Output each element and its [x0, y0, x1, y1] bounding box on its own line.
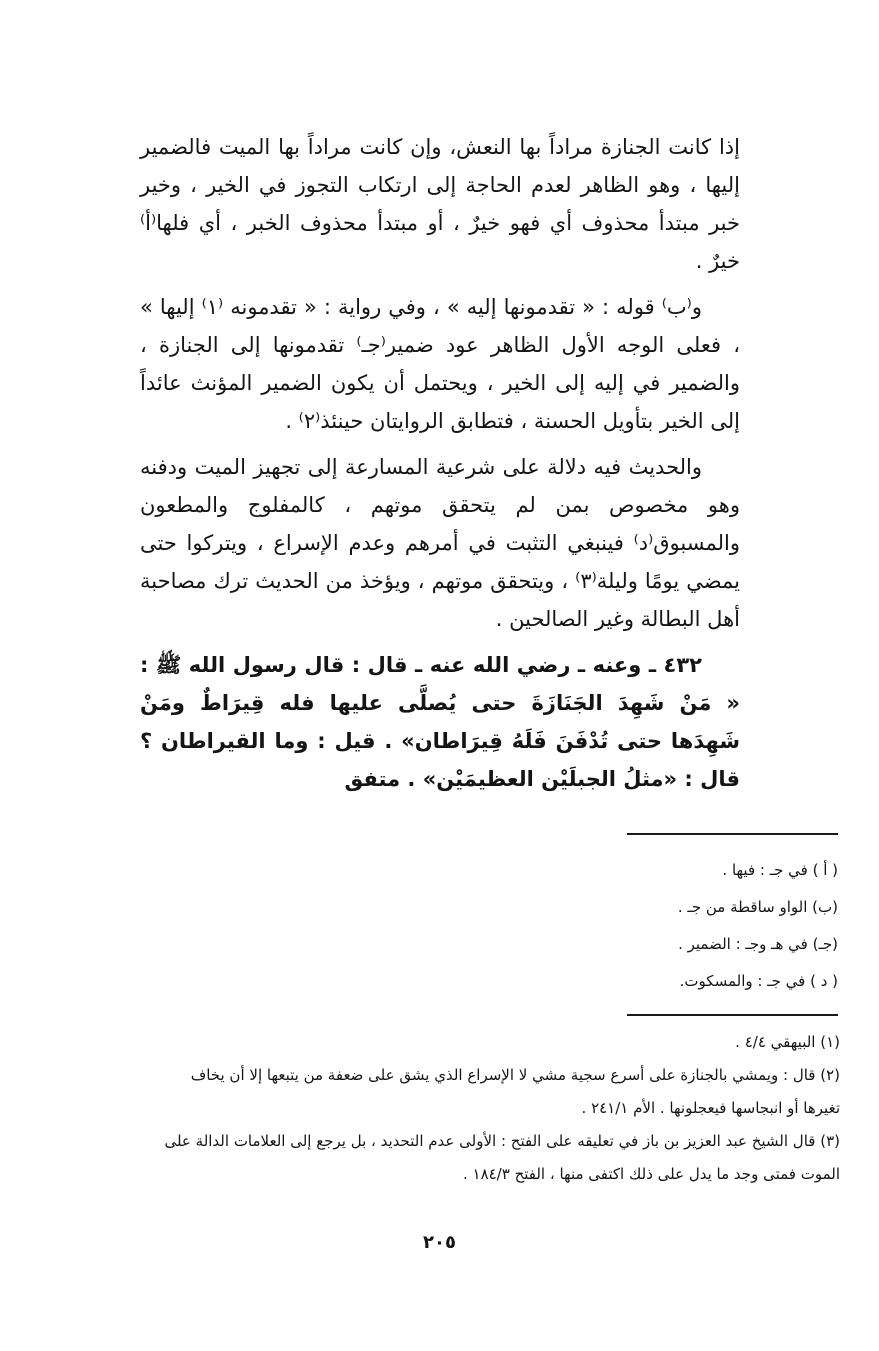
paragraph: والحديث فيه دلالة على شرعية المسارعة إلى تجهيز الميت ودفنه وهو مخصوص بمن لم يتحقق موتهم ، كالمفلوج والمطعون والمسبوق⁽د⁾ فينبغي التثبت في أمرهم وعدم الإسراع ، ويتركوا حتى يمضي يومًا وليلة⁽٣⁾ ، ويتحقق موتهم ، ويؤخذ من الحديث ترك مصاحبة أهل البطالة وغير الصالحين . — [140, 455, 740, 631]
variant-note: ( د ) في جـ : والمسكوت. — [679, 972, 838, 990]
paragraph: و⁽ب⁾ قوله : « تقدمونها إليه » ، وفي رواية : « تقدمونه ⁽١⁾ إليها » ، فعلى الوجه الأول الظاهر عود ضمير⁽جـ⁾ تقدمونها إلى الجنازة ، والضمير في إليه إلى الخير ، ويحتمل أن يكون الضمير المؤنث عائداً إلى الخير بتأويل الحسنة ، فتطابق الروايتان حينئذ⁽٢⁾ . — [140, 295, 740, 433]
hadith-paragraph: ٤٣٢ ـ وعنه ـ رضي الله عنه ـ قال : قال رسول الله ﷺ : « مَنْ شَهِدَ الجَنَازَةَ حتى يُصلَّى عليها فله قِيرَاطٌ ومَنْ شَهِدَها حتى تُدْفَنَ فَلَهُ قِيرَاطان» . قيل : وما القيراطان ؟ قال : «مثلُ الجبلَيْن العظيمَيْن» . متفق — [140, 653, 740, 791]
paragraph: إذا كانت الجنازة مراداً بها النعش، وإن كانت مراداً بها الميت فالضمير إليها ، وهو الظاهر لعدم الحاجة إلى ارتكاب التجوز في الخير ، وخير خبر مبتدأ محذوف أي فهو خيرٌ ، أو مبتدأ محذوف الخبر ، أي فلها⁽أ⁾ خيرٌ . — [140, 135, 740, 273]
footnote-divider — [627, 833, 838, 835]
main-text — [140, 128, 740, 806]
footnote: (١) البيهقي ٤/٤ . — [735, 1033, 840, 1051]
variant-note: (جـ) في هـ وجـ : الضمير . — [678, 935, 838, 953]
numbered-footnotes — [160, 1026, 840, 1191]
variant-notes — [300, 852, 838, 1000]
footnote-divider — [627, 1014, 838, 1016]
variant-note: ( أ ) في جـ : فيها . — [722, 861, 838, 879]
page-number: ٢٠٥ — [423, 1232, 456, 1253]
footnote: (٢) قال : ويمشي بالجنازة على أسرع سجية مشي لا الإسراع الذي يشق على ضعفة من يتبعها إلا أن يخاف تغيرها أو انبجاسها فيعجلونها . الأم ٢٤١/١ . — [190, 1066, 840, 1117]
variant-note: (ب) الواو ساقطة من جـ . — [677, 898, 838, 916]
footnote: (٣) قال الشيخ عبد العزيز بن باز في تعليقه على الفتح : الأولى عدم التحديد ، بل يرجع إلى العلامات الدالة على الموت فمتى وجد ما يدل على ذلك اكتفى منها ، الفتح ١٨٤/٣ . — [164, 1132, 840, 1183]
